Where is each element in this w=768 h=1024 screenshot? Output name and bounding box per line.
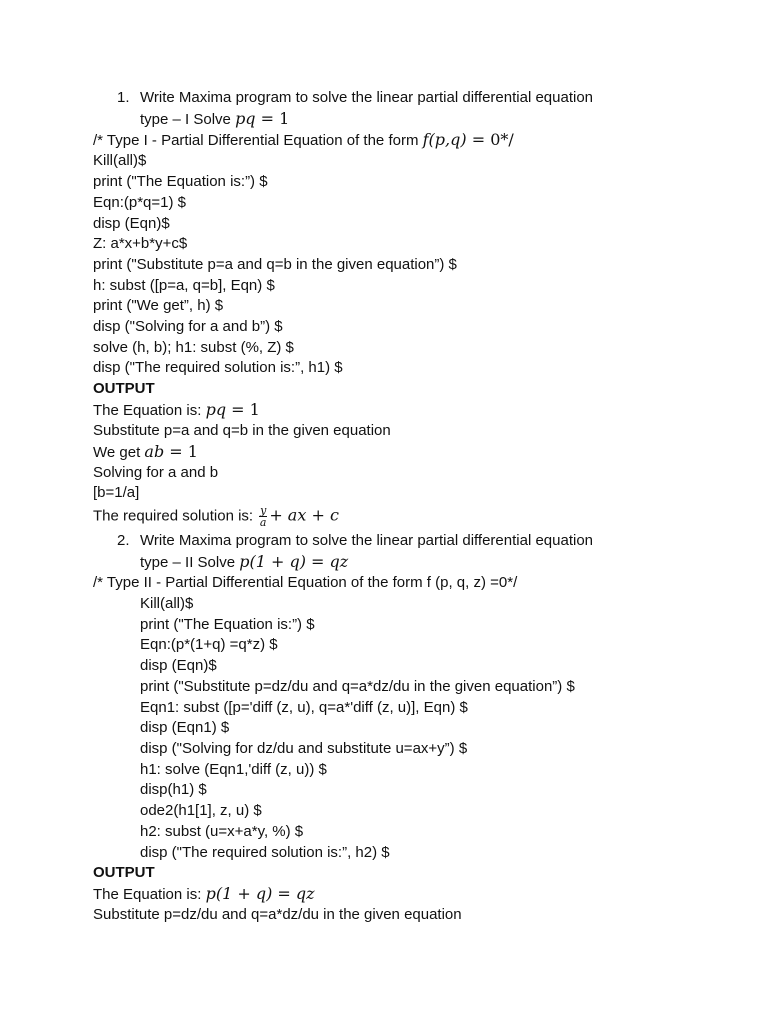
problem1-title-math-rhs: = 1 — [255, 109, 290, 128]
output-solution-prefix: The required solution is: — [93, 507, 254, 525]
problem1-title-line1: Write Maxima program to solve the linear partial differential equation — [140, 89, 594, 106]
problem2-title-math: p(1 + q) = qz — [239, 552, 349, 571]
code-line: disp (Eqn1) $ — [140, 719, 230, 736]
code-line: h1: solve (Eqn1,'diff (z, u)) $ — [140, 761, 327, 778]
code-line: solve (h, b); h1: subst (%, Z) $ — [93, 339, 294, 356]
code-line: disp ("The required solution is:”, h2) $ — [140, 844, 390, 861]
problem1-comment-suffix: = 0*/ — [466, 130, 514, 149]
code-line: print ("The Equation is:”) $ — [93, 173, 268, 190]
output-b-value: [b=1/a] — [93, 484, 140, 501]
problem2-title-line1: Write Maxima program to solve the linear partial differential equation — [140, 532, 594, 549]
code-line: disp (Eqn)$ — [93, 215, 170, 232]
output-heading: OUTPUT — [93, 864, 155, 881]
output-we-get-prefix: We get — [93, 444, 145, 461]
code-line: disp (Eqn)$ — [140, 657, 217, 674]
output-substitute: Substitute p=a and q=b in the given equation — [93, 422, 391, 439]
output-equation — [93, 400, 260, 421]
output-equation-math: p(1 + q) = qz — [205, 884, 315, 903]
problem2-number: 2. — [117, 532, 130, 549]
output-solution-rest: + ax + c — [269, 505, 339, 525]
output-we-get-math: ab — [144, 442, 165, 461]
problem2-title-line2 — [140, 552, 348, 573]
output-equation-math: pq — [205, 400, 227, 419]
problem1-comment — [93, 130, 514, 151]
code-line: Z: a*x+b*y+c$ — [93, 235, 188, 252]
code-line: Kill(all)$ — [140, 595, 194, 612]
output-substitute: Substitute p=dz/du and q=a*dz/du in the given equation — [93, 906, 462, 923]
code-line: h2: subst (u=x+a*y, %) $ — [140, 823, 304, 840]
code-line: Eqn1: subst ([p='diff (z, u), q=a*'diff (z, u)], Eqn) $ — [140, 699, 468, 716]
code-line: print ("Substitute p=dz/du and q=a*dz/du in the given equation”) $ — [140, 678, 575, 695]
code-line: Eqn:(p*(1+q) =q*z) $ — [140, 636, 278, 653]
output-equation-rhs: = 1 — [226, 400, 260, 419]
problem1-title-line2 — [140, 109, 289, 130]
code-line: disp ("The required solution is:”, h1) $ — [93, 359, 343, 376]
problem2-comment: /* Type II - Partial Differential Equation of the form f (p, q, z) =0*/ — [93, 574, 518, 591]
problem1-comment-prefix: /* Type I - Partial Differential Equation of the form — [93, 132, 423, 149]
code-line: disp ("Solving for a and b”) $ — [93, 318, 283, 335]
code-line: print ("The Equation is:”) $ — [140, 616, 315, 633]
output-equation-prefix: The Equation is: — [93, 886, 206, 903]
problem1-comment-math: f(p,q) — [422, 130, 467, 149]
solution-fraction — [259, 505, 267, 528]
problem1-title-prefix: type – I Solve — [140, 111, 236, 128]
code-line: ode2(h1[1], z, u) $ — [140, 802, 262, 819]
fraction-denominator: a — [259, 516, 267, 529]
output-solving: Solving for a and b — [93, 464, 219, 481]
output-equation — [93, 884, 315, 905]
problem1-title-math: pq — [235, 109, 256, 128]
code-line: h: subst ([p=a, q=b], Eqn) $ — [93, 277, 275, 294]
fraction-numerator: y — [260, 504, 267, 517]
code-line: Eqn:(p*q=1) $ — [93, 194, 186, 211]
output-we-get — [93, 442, 198, 463]
problem1-number: 1. — [117, 89, 130, 106]
code-line: disp(h1) $ — [140, 781, 207, 798]
code-line: Kill(all)$ — [93, 152, 147, 169]
code-line: disp ("Solving for dz/du and substitute u=ax+y”) $ — [140, 740, 468, 757]
output-we-get-rhs: = 1 — [164, 442, 198, 461]
output-solution — [93, 505, 339, 528]
output-heading: OUTPUT — [93, 380, 155, 397]
problem2-title-prefix: type – II Solve — [140, 554, 240, 571]
output-equation-prefix: The Equation is: — [93, 402, 206, 419]
code-line: print ("Substitute p=a and q=b in the given equation”) $ — [93, 256, 457, 273]
code-line: print ("We get”, h) $ — [93, 297, 224, 314]
